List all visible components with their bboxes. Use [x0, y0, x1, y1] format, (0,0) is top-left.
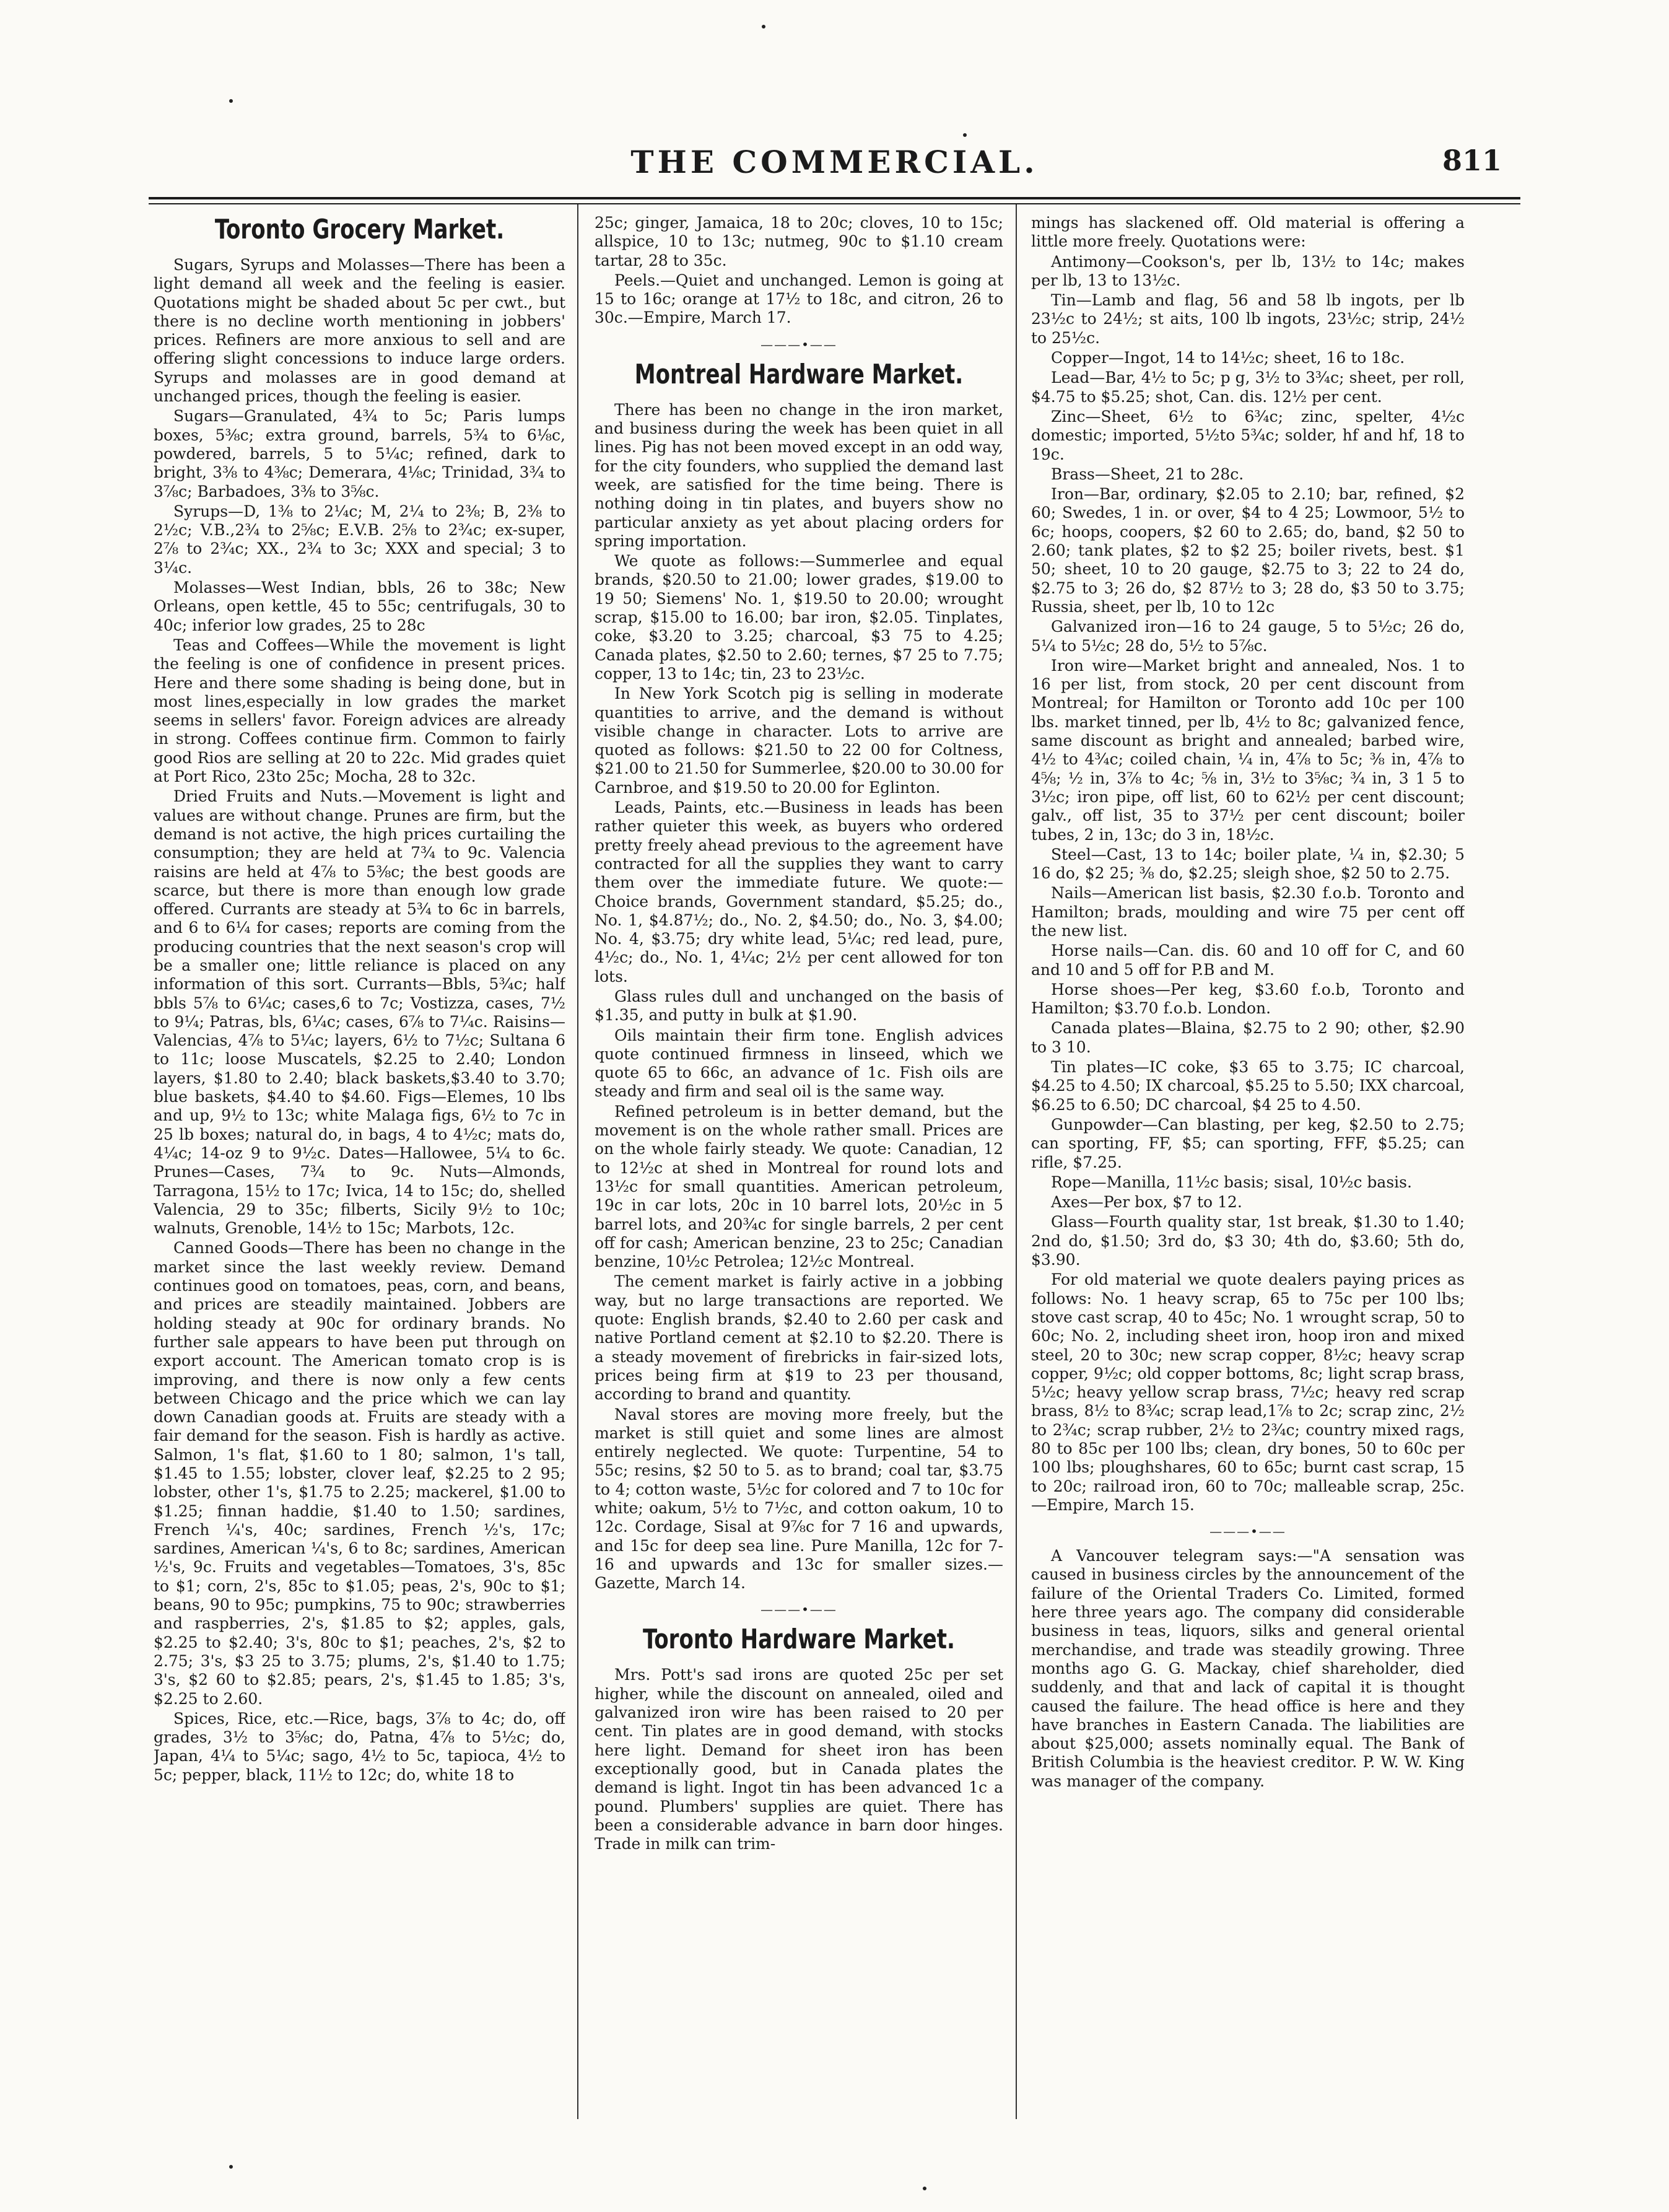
column-divider-2 [1016, 204, 1017, 2119]
paragraph: Copper—Ingot, 14 to 14½c; sheet, 16 to 18c. [1051, 349, 1405, 367]
paragraph: For old material we quote dealers paying prices as follows: No. 1 heavy scrap, 65 to 75c per 100 lbs; stove cast scrap, 40 to 45c; No. 1 wrought scrap, 50 to 60c; No. 2, including sheet iron, hoop iron and mixed steel, 20 to 30c; new scrap copper, 8½c; heavy scrap copper, 9½c; old copper bottoms, 8c; light scrap brass, 5½c; heavy yellow scrap brass, 7½c; heavy red scrap brass, 8½ to 8¾c; scrap lead,1⅞ to 2c; scrap zinc, 2½ to 2¾c; scrap rubber, 2½ to 2¾c; country mixed rags, 80 to 85c per 100 lbs; clean, dry bones, 50 to 60c per 100 lbs; ploughshares, 60 to 65c; burnt cast scrap, 15 to 20c; railroad iron, 60 to 70c; malleable scrap, 25c.—Empire, March 15. [1031, 1270, 1465, 1514]
section-separator: ———•—— [1209, 1524, 1286, 1539]
paragraph: Steel—Cast, 13 to 14c; boiler plate, ¼ in, $2.30; 5 16 do, $2 25; ⅜ do, $2.25; sleigh shoe, $2 50 to 2.75. [1031, 845, 1465, 883]
paragraph: Tin—Lamb and flag, 56 and 58 lb ingots, per lb 23½c to 24½; st aits, 100 lb ingots, 23½c; strip, 24½ to 25½c. [1031, 291, 1465, 347]
paragraph: Antimony—Cookson's, per lb, 13½ to 14c; makes per lb, 13 to 13½c. [1031, 252, 1465, 289]
paragraph: Horse shoes—Per keg, $3.60 f.o.b, Toronto and Hamilton; $3.70 f.o.b. London. [1031, 980, 1465, 1018]
paragraph: Teas and Coffees—While the movement is light the feeling is one of confidence in present prices. Here and there some shading is being done, but in most lines,especially in low grades the market seems in sellers' favor. Foreign advices are already in strong. Coffees continue firm. Common to fairly good Rios are selling at 20 to 22c. Mid grades quiet at Port Rico, 23to 25c; Mocha, 28 to 32c. [154, 636, 565, 786]
paragraph: Sugars—Granulated, 4¾ to 5c; Paris lumps boxes, 5⅜c; extra ground, barrels, 5¾ to 6⅛c, powdered, barrels, 5 to 5¼c; refined, dark to bright, 3⅜ to 4⅜c; Demerara, 4⅛c; Trinidad, 3¾ to 3⅞c; Barbadoes, 3⅜ to 3⅝c. [154, 407, 565, 501]
paragraph: We quote as follows:—Summerlee and equal brands, $20.50 to 21.00; lower grades, $19.00 to 19 50; Siemens' No. 1, $19.50 to 20.00; wrought scrap, $15.00 to 16.00; bar iron, $2.05. Tinplates, coke, $3.20 to 3.25; charcoal, $3 75 to 4.25; Canada plates, $2.50 to 2.60; ternes, $7 25 to 7.75; copper, 13 to 14c; tin, 23 to 23½c. [595, 552, 1003, 683]
print-speck [229, 2165, 233, 2169]
paragraph: Glass rules dull and unchanged on the basis of $1.35, and putty in bulk at $1.90. [595, 987, 1003, 1025]
column-1 [154, 214, 565, 2107]
vancouver-notice: A Vancouver telegram says:—"A sensation was caused in business circles by the announcement of the failure of the Oriental Traders Co. Limited, formed here three years ago. The company did considerable business in teas, liquors, silks and general oriental merchandise, and trade was steadily growing. Three months ago G. G. Mackay, chief shareholder, died suddenly, and that and lack of capital it is thought caused the failure. The head office is here and they have branches in Eastern Canada. The liabilities are about $25,000; assets nominally equal. The Bank of British Columbia is the heaviest creditor. P. W. W. King was manager of the company. [1031, 1547, 1465, 1790]
section-separator: ———•—— [760, 336, 837, 352]
paragraph: Glass—Fourth quality star, 1st break, $1.30 to 1.40; 2nd do, $1.50; 3rd do, $3 30; 4th do, $3.60; 5th do, $3.90. [1031, 1213, 1465, 1269]
print-speck [762, 25, 765, 28]
paragraph: mings has slackened off. Old material is offering a little more freely. Quotations were: [1031, 214, 1465, 251]
paragraph: Iron wire—Market bright and annealed, Nos. 1 to 16 per list, from stock, 20 per cent discount from Montreal; for Hamilton or Toronto add 10c per 100 lbs. market tinned, per lb, 4½ to 8c; galvanized fence, same discount as bright and annealed; barbed wire, 4½ to 4¾c; coiled chain, ¼ in, 4⅞ to 5c; ⅜ in, 4⅞ to 4⅝; ½ in, 3⅞ to 4c; ⅝ in, 3½ to 3⅝c; ¾ in, 3 1 5 to 3½c; iron pipe, off list, 60 to 62½ per cent discount; galv., off list, 35 to 37½ per cent discount; boiler tubes, 2 in, 13c; do 3 in, 18½c. [1031, 656, 1465, 844]
paragraph: Nails—American list basis, $2.30 f.o.b. Toronto and Hamilton; brads, moulding and wire 75 per cent off the new list. [1031, 884, 1465, 940]
paragraph: Syrups—D, 1⅜ to 2¼c; M, 2¼ to 2⅜; B, 2⅜ to 2½c; V.B.,2¾ to 2⅝c; E.V.B. 2⅝ to 2¾c; ex-super, 2⅞ to 2¾c; XX., 2¾ to 3c; XXX and special; 3 to 3¼c. [154, 502, 565, 577]
paragraph: Spices, Rice, etc.—Rice, bags, 3⅞ to 4c; do, off grades, 3½ to 3⅝c; do, Patna, 4⅞ to 5½c; do, Japan, 4¼ to 5¼c; sago, 4½ to 5c, tapioca, 4½ to 5c; pepper, black, 11½ to 12c; do, white 18 to [154, 1709, 565, 1784]
paragraph: Molasses—West Indian, bbls, 26 to 38c; New Orleans, open kettle, 45 to 55c; centrifugals, 30 to 40c; inferior low grades, 25 to 28c [154, 579, 565, 634]
column-divider-1 [577, 204, 578, 2119]
paragraph: Zinc—Sheet, 6½ to 6¾c; zinc, spelter, 4½c domestic; imported, 5½to 5¾c; solder, hf and hf, 18 to 19c. [1031, 407, 1465, 463]
paragraph: Naval stores are moving more freely, but the market is still quiet and some lines are almost entirely neglected. We quote: Turpentine, 54 to 55c; resins, $2 50 to 5. as to brand; coal tar, $3.75 to 4; cotton waste, 5½c for colored and 7 to 10c for white; oakum, 5½ to 7½c, and cotton oakum, 10 to 12c. Cordage, Sisal at 9⅞c for 7 16 and upwards, and 15c for deep sea line. Pure Manilla, 12c for 7-16 and upwards and 13c for smaller sizes.—Gazette, March 14. [595, 1405, 1003, 1593]
paragraph: Galvanized iron—16 to 24 gauge, 5 to 5½c; 26 do, 5¼ to 5½c; 28 do, 5½ to 5⅞c. [1031, 618, 1465, 655]
paragraph: Canada plates—Blaina, $2.75 to 2 90; other, $2.90 to 3 10. [1031, 1019, 1465, 1056]
print-speck [923, 2187, 926, 2190]
paragraph: Refined petroleum is in better demand, but the movement is on the whole rather small. Prices are on the whole fairly steady. We quote: Canadian, 12 to 12½c at shed in Montreal for round lots and 13½c for small quantities. American petroleum, 19c in car lots, 20c in 10 barrel lots, 20½c in 5 barrel lots, and 20¾c for single barrels, 2 per cent off for cash; American benzine, 23 to 25c; Canadian benzine, 10½c Petrolea; 12½c Montreal. [595, 1102, 1003, 1271]
heading-montreal-hardware: Montreal Hardware Market. [634, 358, 964, 390]
paragraph: Sugars, Syrups and Molasses—There has been a light demand all week and the feeling is easier. Quotations might be shaded about 5c per cwt., but there is no decline worth mentioning in jobbers' prices. Refiners are more anxious to sell and are offering slight concessions to induce large orders. Syrups and molasses are in good demand at unchanged prices, though the feeling is easier. [154, 256, 565, 406]
masthead-rule [149, 197, 1520, 204]
paragraph: Leads, Paints, etc.—Business in leads has been rather quieter this week, as buyers who ordered pretty freely ahead previous to the agreement have contracted for all the supplies they want to carry them over the immediate future. We quote:—Choice brands, Government standard, $5.25; do., No. 1, $4.87½; do., No. 2, $4.50; do., No. 3, $4.00; No. 4, $3.75; dry white lead, 5¼c; red lead, pure, 4½c; do., No. 1, 4¼c; 2½ per cent allowed for ton lots. [595, 798, 1003, 986]
paragraph: Mrs. Pott's sad irons are quoted 25c per set higher, while the discount on annealed, oiled and galvanized iron wire has been raised to 20 per cent. Tin plates are in good demand, with stocks here light. Demand for sheet iron has been exceptionally good, but in Canada plates the demand is light. Ingot tin has been advanced 1c a pound. Plumbers' supplies are quiet. There has been a considerable advance in barn door hinges. Trade in milk can trim- [595, 1666, 1003, 1853]
paragraph: Brass—Sheet, 21 to 28c. [1051, 465, 1244, 483]
masthead-title: THE COMMERCIAL. [630, 144, 1039, 180]
masthead [149, 144, 1520, 187]
paragraph: There has been no change in the iron market, and business during the week has been quiet in all lines. Pig has not been moved except in an odd way, for the city founders, who supplied the demand last week, are satisfied for the time being. There is nothing doing in tin plates, and buyers show no particular anxiety as yet about placing orders for spring importation. [595, 400, 1003, 550]
paragraph: Axes—Per box, $7 to 12. [1051, 1193, 1242, 1212]
paragraph: Oils maintain their firm tone. English advices quote continued firmness in linseed, which we quote 65 to 66c, an advance of 1c. Fish oils are steady and firm and seal oil is the same way. [595, 1026, 1003, 1101]
section-separator: ———•—— [760, 1602, 837, 1617]
print-speck [229, 99, 233, 103]
column-3 [1031, 214, 1465, 2107]
print-speck [963, 133, 967, 137]
paragraph: Tin plates—IC coke, $3 65 to 3.75; IC charcoal, $4.25 to 4.50; IX charcoal, $5.25 to 5.50; IXX charcoal, $6.25 to 6.50; DC charcoal, $4 25 to 4.50. [1031, 1058, 1465, 1114]
heading-toronto-grocery: Toronto Grocery Market. [214, 214, 505, 245]
paragraph: Lead—Bar, 4½ to 5c; p g, 3½ to 3¾c; sheet, per roll, $4.75 to $5.25; shot, Can. dis. 12½ per cent. [1031, 369, 1465, 406]
paragraph: Iron—Bar, ordinary, $2.05 to 2.10; bar, refined, $2 60; Swedes, 1 in. or over, $4 to 4 25; Lowmoor, 5½ to 6c; hoops, coopers, $2 60 to 2.65; do, band, $2 50 to 2.60; tank plates, $2 to $2 25; boiler rivets, best. $1 50; sheet, 10 to 20 gauge, $2.75 to 3; 22 to 24 do, $2.75 to 3; 26 do, $2 87½ to 3; 28 do, $3 50 to 3.75; Russia, sheet, per lb, 10 to 12c [1031, 485, 1465, 616]
paragraph: Peels.—Quiet and unchanged. Lemon is going at 15 to 16c; orange at 17½ to 18c, and citron, 26 to 30c.—Empire, March 17. [595, 271, 1003, 327]
paragraph: Canned Goods—There has been no change in the market since the last weekly review. Demand continues good on tomatoes, peas, corn, and beans, and prices are steadily maintained. Jobbers are holding steady at 90c for ordinary brands. No further sale appears to have been put through on export account. The American tomato crop is is improving, and there is now only a few cents between Chicago and the price which we can lay down Canadian goods at. Fruits are steady with a fair demand for the season. Fish is hardly as active. Salmon, 1's flat, $1.60 to 1 80; salmon, 1's tall, $1.45 to 1.55; lobster, clover leaf, $2.25 to 2 95; lobster, other 1's, $1.75 to 2.25; mackerel, $1.00 to $1.25; finnan haddie, $1.40 to 1.50; sardines, French ¼'s, 40c; sardines, French ½'s, 17c; sardines, American ¼'s, 6 to 8c; sardines, American ½'s, 9c. Fruits and vegetables—Tomatoes, 3's, 85c to $1; corn, 2's, 85c to $1.05; peas, 2's, 90c to $1; beans, 90 to 95c; pumpkins, 75 to 90c; strawberries and raspberries, 2's, $1.85 to $2; apples, gals, $2.25 to $2.40; 3's, 80c to $1; peaches, 2's, $2 to 2.75; 3's, $3 25 to 3.75; plums, 2's, $1.40 to 1.75; 3's, $2 60 to $2.85; pears, 2's, $1.45 to 1.85; 3's, $2.25 to 2.60. [154, 1239, 565, 1708]
paragraph: Gunpowder—Can blasting, per keg, $2.50 to 2.75; can sporting, FF, $5; can sporting, FFF, $5.25; can rifle, $7.25. [1031, 1115, 1465, 1171]
paragraph: 25c; ginger, Jamaica, 18 to 20c; cloves, 10 to 15c; allspice, 10 to 13c; nutmeg, 90c to $1.10 cream tartar, 28 to 35c. [595, 214, 1003, 269]
heading-toronto-hardware: Toronto Hardware Market. [643, 1624, 955, 1656]
page-number: 811 [1442, 144, 1502, 177]
paragraph: Rope—Manilla, 11½c basis; sisal, 10½c basis. [1051, 1173, 1412, 1191]
column-2 [595, 214, 1003, 2107]
paragraph: Horse nails—Can. dis. 60 and 10 off for C, and 60 and 10 and 5 off for P.B and M. [1031, 942, 1465, 979]
paragraph: Dried Fruits and Nuts.—Movement is light and values are without change. Prunes are firm, but the demand is not active, the high prices curtailing the consumption; they are held at 7¾ to 9c. Valencia raisins are held at 4⅞ to 5⅜c; the best goods are scarce, but there is more than enough low grade offered. Currants are steady at 5¾ to 6c in barrels, and 6 to 6¼ for cases; reports are coming from the producing countries that the next season's crop will be a smaller one; little reliance is placed on any information of this sort. Currants—Bbls, 5¾c; half bbls 5⅞ to 6¼c; cases,6 to 7c; Vostizza, cases, 7½ to 9¼; Patras, bls, 6¼c; cases, 6⅞ to 7¼c. Raisins—Valencias, 4⅞ to 5¼c; layers, 6½ to 7½c; Sultana 6 to 11c; loose Muscatels, $2.25 to 2.40; London layers, $1.80 to 2.40; black baskets,$3.40 to 3.70; blue baskets, $4.40 to $4.60. Figs—Elemes, 10 lbs and up, 9½ to 13c; white Malaga figs, 6½ to 7c in 25 lb boxes; natural do, in bags, 4 to 4½c; mats do, 4¼c; 14-oz 9 to 9½c. Dates—Hallowee, 5¼ to 6c. Prunes—Cases, 7¾ to 9c. Nuts—Almonds, Tarragona, 15½ to 17c; Ivica, 14 to 15c; do, shelled Valencia, 29 to 35c; filberts, Sicily 9½ to 10c; walnuts, Grenoble, 14½ to 15c; Marbots, 12c. [154, 787, 565, 1238]
paragraph: The cement market is fairly active in a jobbing way, but no large transactions are reported. We quote: English brands, $2.40 to 2.60 per cask and native Portland cement at $2.10 to $2.20. There is a steady movement of firebricks in fair-sized lots, prices being firm at $19 to 23 per thousand, according to brand and quantity. [595, 1272, 1003, 1404]
paragraph: In New York Scotch pig is selling in moderate quantities to arrive, and the demand is without visible change in character. Lots to arrive are quoted as follows: $21.50 to 22 00 for Coltness, $21.00 to 21.50 for Summerlee, $20.00 to 30.00 for Carnbroe, and $19.50 to 20.00 for Eglinton. [595, 684, 1003, 797]
